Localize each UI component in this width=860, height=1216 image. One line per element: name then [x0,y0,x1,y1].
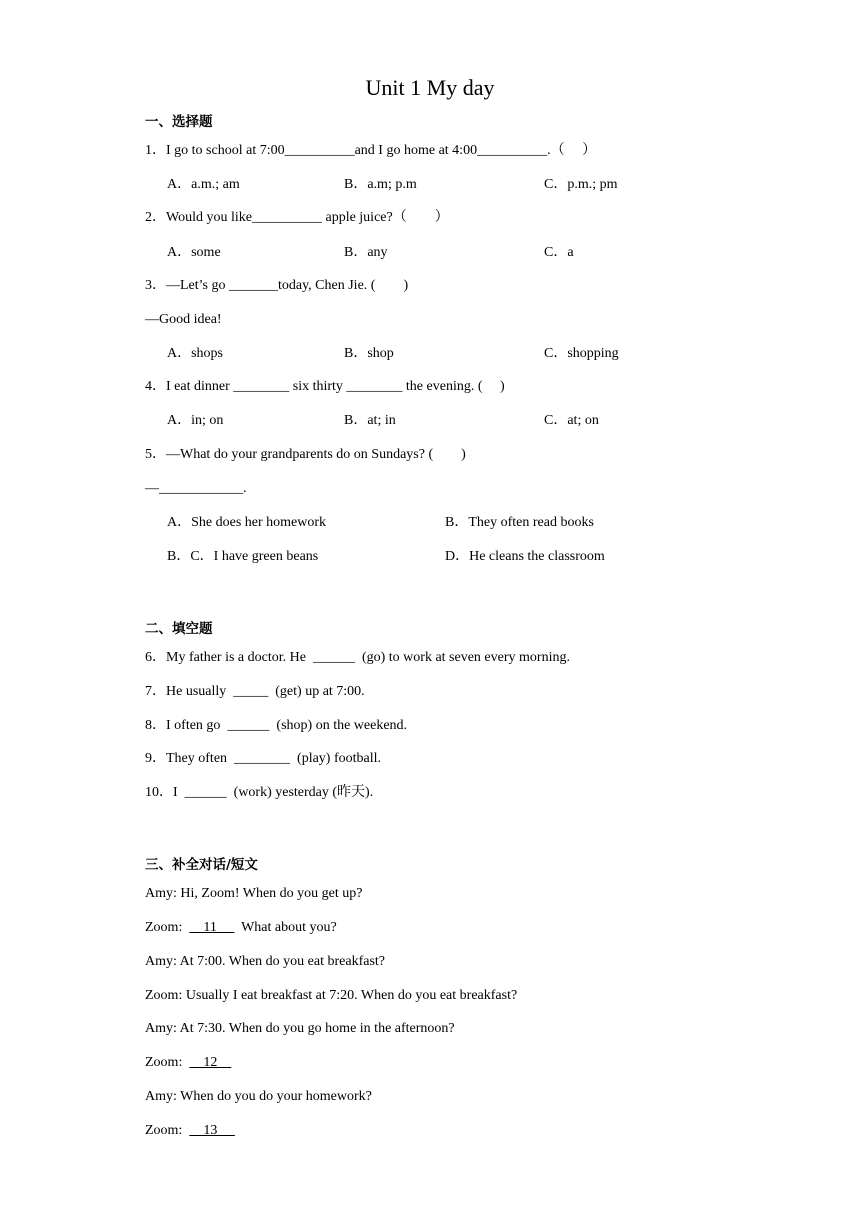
question-9: 9．They often ________ (play) football. [145,751,382,766]
dialogue-line-1: Amy: Hi, Zoom! When do you get up? [145,886,363,901]
question-1-option-a: A．a.m.; am [167,177,240,192]
speaker-label: Zoom: [145,1123,190,1138]
question-5-option-d: D．He cleans the classroom [445,549,605,564]
question-4-option-a: A．in; on [167,413,224,428]
question-5-stem: 5．—What do your grandparents do on Sundays? ( ) [145,447,466,462]
question-3-option-b: B．shop [344,346,394,361]
question-4-option-b: B．at; in [344,413,396,428]
question-4-stem: 4．I eat dinner ________ six thirty ________ the evening. ( ) [145,379,505,394]
dialogue-line-2 [145,918,337,938]
question-5-option-c: B．C．I have green beans [167,549,319,564]
question-3-option-a: A．shops [167,346,224,361]
question-1-option-c: C．p.m.; pm [544,177,618,192]
section-heading-dialogue: 三、补全对话/短文 [145,857,258,873]
dialogue-line-3: Amy: At 7:00. When do you eat breakfast? [145,954,386,969]
speaker-label: Zoom: [145,1055,190,1070]
question-8: 8．I often go ______ (shop) on the weekend. [145,718,408,733]
question-6: 6．My father is a doctor. He ______ (go) to work at seven every morning. [145,650,570,665]
blank-13: 13 [189,1123,235,1138]
dialogue-line-4: Zoom: Usually I eat breakfast at 7:20. When do you eat breakfast? [145,988,518,1003]
question-3-stem-reply: —Good idea! [145,312,222,327]
question-7: 7．He usually _____ (get) up at 7:00. [145,684,365,699]
question-5-option-b: B．They often read books [445,515,594,530]
question-10: 10．I ______ (work) yesterday (昨天). [145,785,374,800]
dialogue-line-6 [145,1053,231,1073]
question-5-option-a: A．She does her homework [167,515,327,530]
question-5-stem-reply: —____________. [145,481,247,496]
blank-11: 11 [189,920,235,935]
question-4-option-c: C．at; on [544,413,599,428]
question-2-option-b: B．any [344,245,388,260]
question-1-stem: 1．I go to school at 7:00__________and I go home at 4:00__________.（ ） [145,143,597,158]
section-heading-choice: 一、选择题 [145,114,213,130]
dialogue-line-5: Amy: At 7:30. When do you go home in the afternoon? [145,1021,455,1036]
question-3-option-c: C．shopping [544,346,619,361]
dialogue-text: What about you? [234,920,337,935]
dialogue-line-8 [145,1121,235,1141]
question-2-option-c: C．a [544,245,574,260]
speaker-label: Zoom: [145,920,190,935]
blank-12: 12 [189,1055,232,1070]
question-2-stem: 2．Would you like__________ apple juice?（ ） [145,210,449,225]
dialogue-line-7: Amy: When do you do your homework? [145,1089,372,1104]
question-3-stem: 3．—Let’s go _______today, Chen Jie. ( ) [145,278,409,293]
question-1-option-b: B．a.m; p.m [344,177,417,192]
section-heading-fill-in: 二、填空题 [145,621,213,637]
page-title: Unit 1 My day [365,75,495,100]
question-2-option-a: A．some [167,245,221,260]
